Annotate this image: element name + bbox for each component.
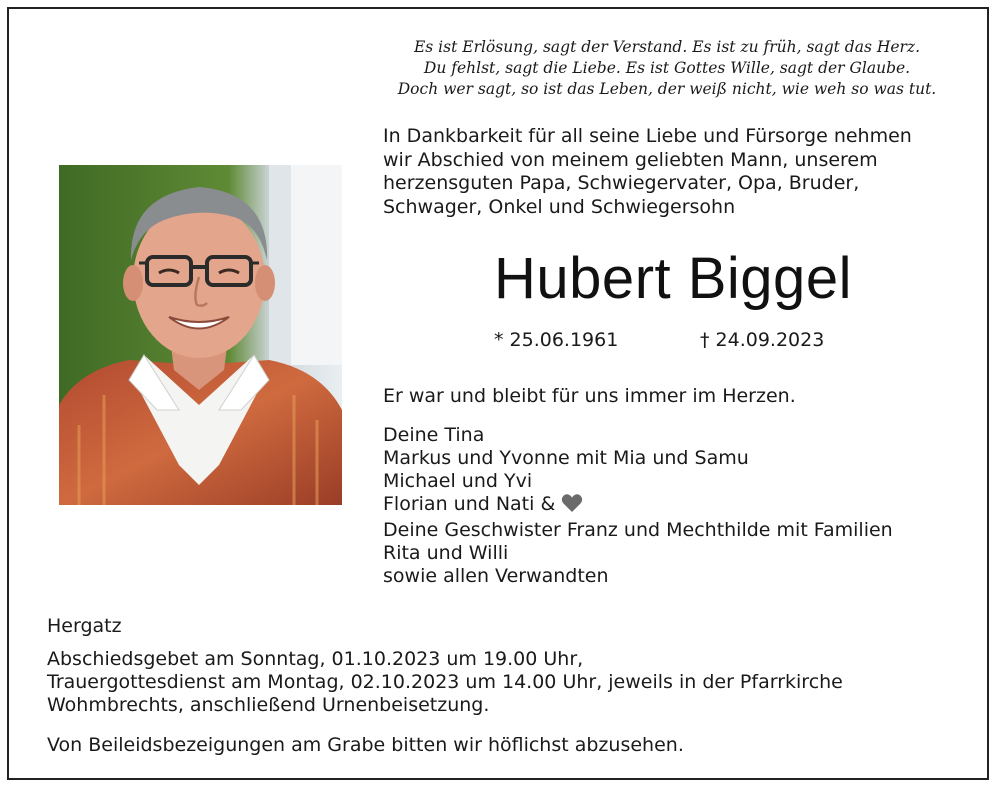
place-name: Hergatz <box>47 615 122 637</box>
deceased-name: Hubert Biggel <box>494 246 852 311</box>
intro-line: herzensguten Papa, Schwiegervater, Opa, Bruder, <box>383 172 860 194</box>
service-details <box>47 648 843 717</box>
poem-line: Du fehlst, sagt die Liebe. Es ist Gottes Wille, sagt der Glaube. <box>423 59 911 77</box>
portrait-photo <box>59 165 342 505</box>
family-line-with-heart <box>383 493 893 519</box>
intro-line: In Dankbarkeit für all seine Liebe und Fürsorge nehmen <box>383 125 912 147</box>
family-line: sowie allen Verwandten <box>383 565 609 587</box>
family-line-text: Florian und Nati & <box>383 493 556 515</box>
intro-line: wir Abschied von meinem geliebten Mann, unserem <box>383 148 878 171</box>
poem-line: Es ist Erlösung, sagt der Verstand. Es ist zu früh, sagt das Herz. <box>413 38 921 56</box>
death-date: † 24.09.2023 <box>700 329 825 351</box>
family-line: Deine Tina <box>383 424 485 446</box>
poem <box>370 37 964 100</box>
condolence-note: Von Beileidsbezeigungen am Grabe bitten wir höflichst abzusehen. <box>47 734 684 756</box>
service-line: Wohmbrechts, anschließend Urnenbeisetzung. <box>47 694 490 716</box>
family-line: Michael und Yvi <box>383 470 533 492</box>
birth-date: * 25.06.1961 <box>494 329 619 351</box>
family-line: Deine Geschwister Franz und Mechthilde mit Familien <box>383 519 893 541</box>
family-line: Rita und Willi <box>383 542 509 564</box>
poem-line: Doch wer sagt, so ist das Leben, der weiß nicht, wie weh so was tut. <box>397 80 937 98</box>
family-line: Markus und Yvonne mit Mia und Samu <box>383 447 749 469</box>
service-line: Trauergottesdienst am Montag, 02.10.2023 um 14.00 Uhr, jeweils in der Pfarrkirche <box>47 671 843 693</box>
heart-icon <box>561 493 583 519</box>
service-line: Abschiedsgebet am Sonntag, 01.10.2023 um 19.00 Uhr, <box>47 648 584 670</box>
intro-text <box>383 125 963 219</box>
intro-line: Schwager, Onkel und Schwiegersohn <box>383 195 736 218</box>
memorial-quote: Er war und bleibt für uns immer im Herzen. <box>383 385 796 407</box>
family-list <box>383 424 893 588</box>
